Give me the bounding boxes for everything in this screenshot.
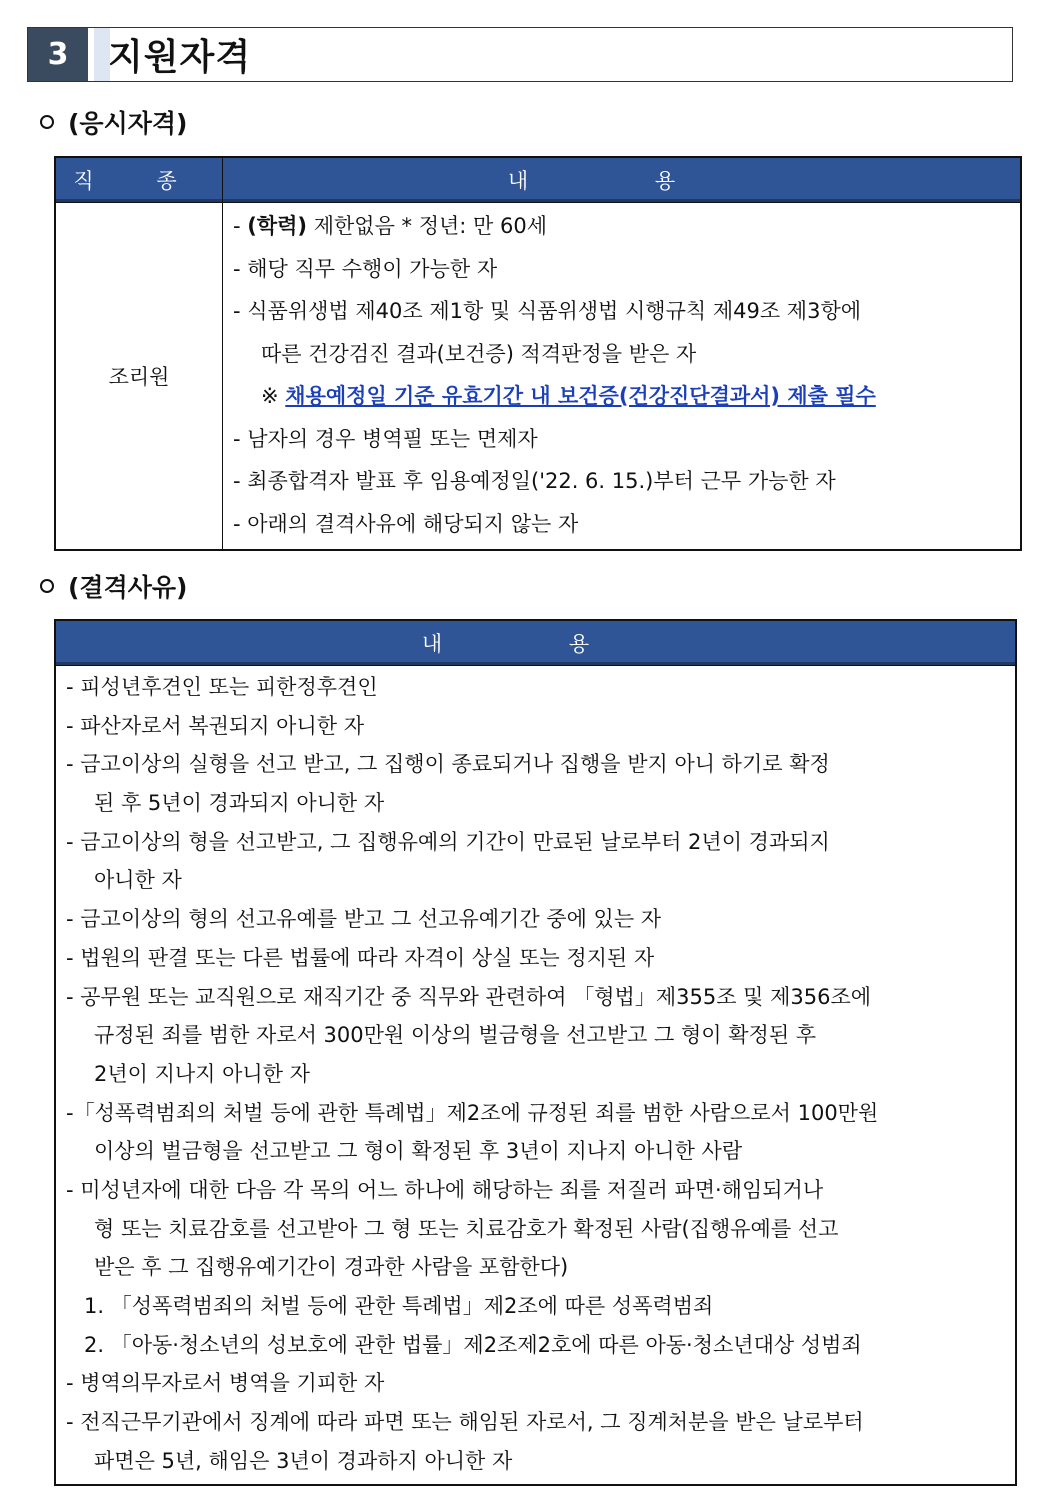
- qualification-row: [55, 203, 1021, 551]
- circle-bullet-icon: [40, 115, 54, 129]
- line-prefix: -: [233, 214, 248, 238]
- line-text: 최종합격자 발표 후 임용예정일('22. 6. 15.)부터 근무 가능한 자: [247, 469, 836, 493]
- content-header: 내 용: [223, 157, 1022, 203]
- list-item: 된 후 5년이 경과되지 아니한 자: [94, 791, 385, 816]
- disqualification-heading-text: (결격사유): [68, 573, 188, 602]
- list-item: 규정된 죄를 범한 자로서 300만원 이상의 벌금형을 선고받고 그 형이 확정된 후: [94, 1023, 817, 1048]
- disqualification-header-row: [55, 620, 1016, 666]
- job-header: 직 종: [55, 157, 223, 203]
- qualification-header-row: [55, 157, 1021, 203]
- line-prefix: -: [233, 299, 248, 323]
- qualification-line: [233, 460, 1010, 503]
- list-item: - 파산자로서 복권되지 아니한 자: [66, 713, 364, 738]
- qualification-table: [54, 156, 1022, 551]
- line-text: 식품위생법 제40조 제1항 및 식품위생법 시행규칙 제49조 제3항에: [247, 299, 862, 323]
- section-header: [27, 27, 1013, 82]
- list-item: 2년이 지나지 아니한 자: [94, 1061, 310, 1086]
- line-text: 해당 직무 수행이 가능한 자: [247, 256, 498, 281]
- qualification-line: [233, 290, 1010, 333]
- line-text: 제한없음 * 정년: 만 60세: [307, 214, 548, 238]
- list-item: - 금고이상의 실형을 선고 받고, 그 집행이 종료되거나 집행을 받지 아니 하기로 확정: [66, 752, 830, 777]
- education-label: (학력): [247, 214, 308, 238]
- list-item: - 금고이상의 형을 선고받고, 그 집행유예의 기간이 만료된 날로부터 2년이 경과되지: [66, 829, 830, 854]
- line-prefix: -: [233, 426, 248, 451]
- circle-bullet-icon: [40, 579, 54, 593]
- line-prefix: -: [233, 469, 248, 493]
- list-item: -「성폭력범죄의 처벌 등에 관한 특례법」제2조에 규정된 죄를 범한 사람으로서 100만원: [66, 1100, 879, 1125]
- line-prefix: -: [233, 511, 248, 536]
- list-item: 아니한 자: [94, 868, 182, 893]
- note-mark: ※: [261, 384, 279, 408]
- list-item: - 공무원 또는 교직원으로 재직기간 중 직무와 관련하여 「형법」제355조 및 제356조에: [66, 984, 872, 1009]
- section-title: 지원자격: [108, 37, 252, 78]
- sub-list-item: 1. 「성폭력범죄의 처벌 등에 관한 특례법」제2조에 따른 성폭력범죄: [84, 1294, 714, 1318]
- list-item: 이상의 벌금형을 선고받고 그 형이 확정된 후 3년이 지나지 아니한 사람: [94, 1139, 743, 1164]
- line-text: 아래의 결격사유에 해당되지 않는 자: [247, 511, 579, 536]
- list-item: - 전직근무기관에서 징계에 따라 파면 또는 해임된 자로서, 그 징계처분을 받은 날로부터: [66, 1410, 864, 1435]
- disqualification-content: [55, 666, 1016, 1486]
- qualification-line: [233, 333, 1010, 376]
- qualification-content: [223, 203, 1022, 551]
- list-item: 형 또는 치료감호를 선고받아 그 형 또는 치료감호가 확정된 사람(집행유예를 선고: [94, 1216, 839, 1241]
- list-item: 파면은 5년, 해임은 3년이 경과하지 아니한 자: [94, 1448, 513, 1473]
- qualification-line: [233, 418, 1010, 461]
- qualification-line: [233, 205, 1010, 248]
- note-text: 채용예정일 기준 유효기간 내 보건증(건강진단결과서) 제출 필수: [285, 384, 876, 408]
- section-number: 3: [28, 28, 88, 81]
- list-item: - 미성년자에 대한 다음 각 목의 어느 하나에 해당하는 죄를 저질러 파면·해임되거나: [66, 1177, 824, 1202]
- health-certificate-note: [233, 375, 1010, 418]
- content-header: 내 용: [55, 620, 1016, 666]
- list-item: - 병역의무자로서 병역을 기피한 자: [66, 1371, 385, 1396]
- line-text: 남자의 경우 병역필 또는 면제자: [247, 426, 538, 451]
- sub-list-item: 2. 「아동·청소년의 성보호에 관한 법률」제2조제2호에 따른 아동·청소년대상 성범죄: [84, 1332, 862, 1357]
- disqualification-row: [55, 666, 1016, 1486]
- qualification-heading-text: (응시자격): [68, 109, 188, 138]
- list-item: 받은 후 그 집행유예기간이 경과한 사람을 포함한다): [94, 1255, 569, 1280]
- qualification-heading: [40, 104, 187, 140]
- disqualification-heading: [40, 568, 187, 604]
- qualification-line: [233, 503, 1010, 546]
- list-item: - 피성년후견인 또는 피한정후견인: [66, 675, 378, 699]
- line-prefix: -: [233, 256, 248, 281]
- qualification-line: [233, 248, 1010, 291]
- disqualification-table: [54, 619, 1017, 1486]
- list-item: - 금고이상의 형의 선고유예를 받고 그 선고유예기간 중에 있는 자: [66, 907, 662, 932]
- job-cell: 조리원: [55, 203, 223, 551]
- line-text: 따른 건강검진 결과(보건증) 적격판정을 받은 자: [261, 341, 697, 366]
- list-item: - 법원의 판결 또는 다른 법률에 따라 자격이 상실 또는 정지된 자: [66, 945, 655, 970]
